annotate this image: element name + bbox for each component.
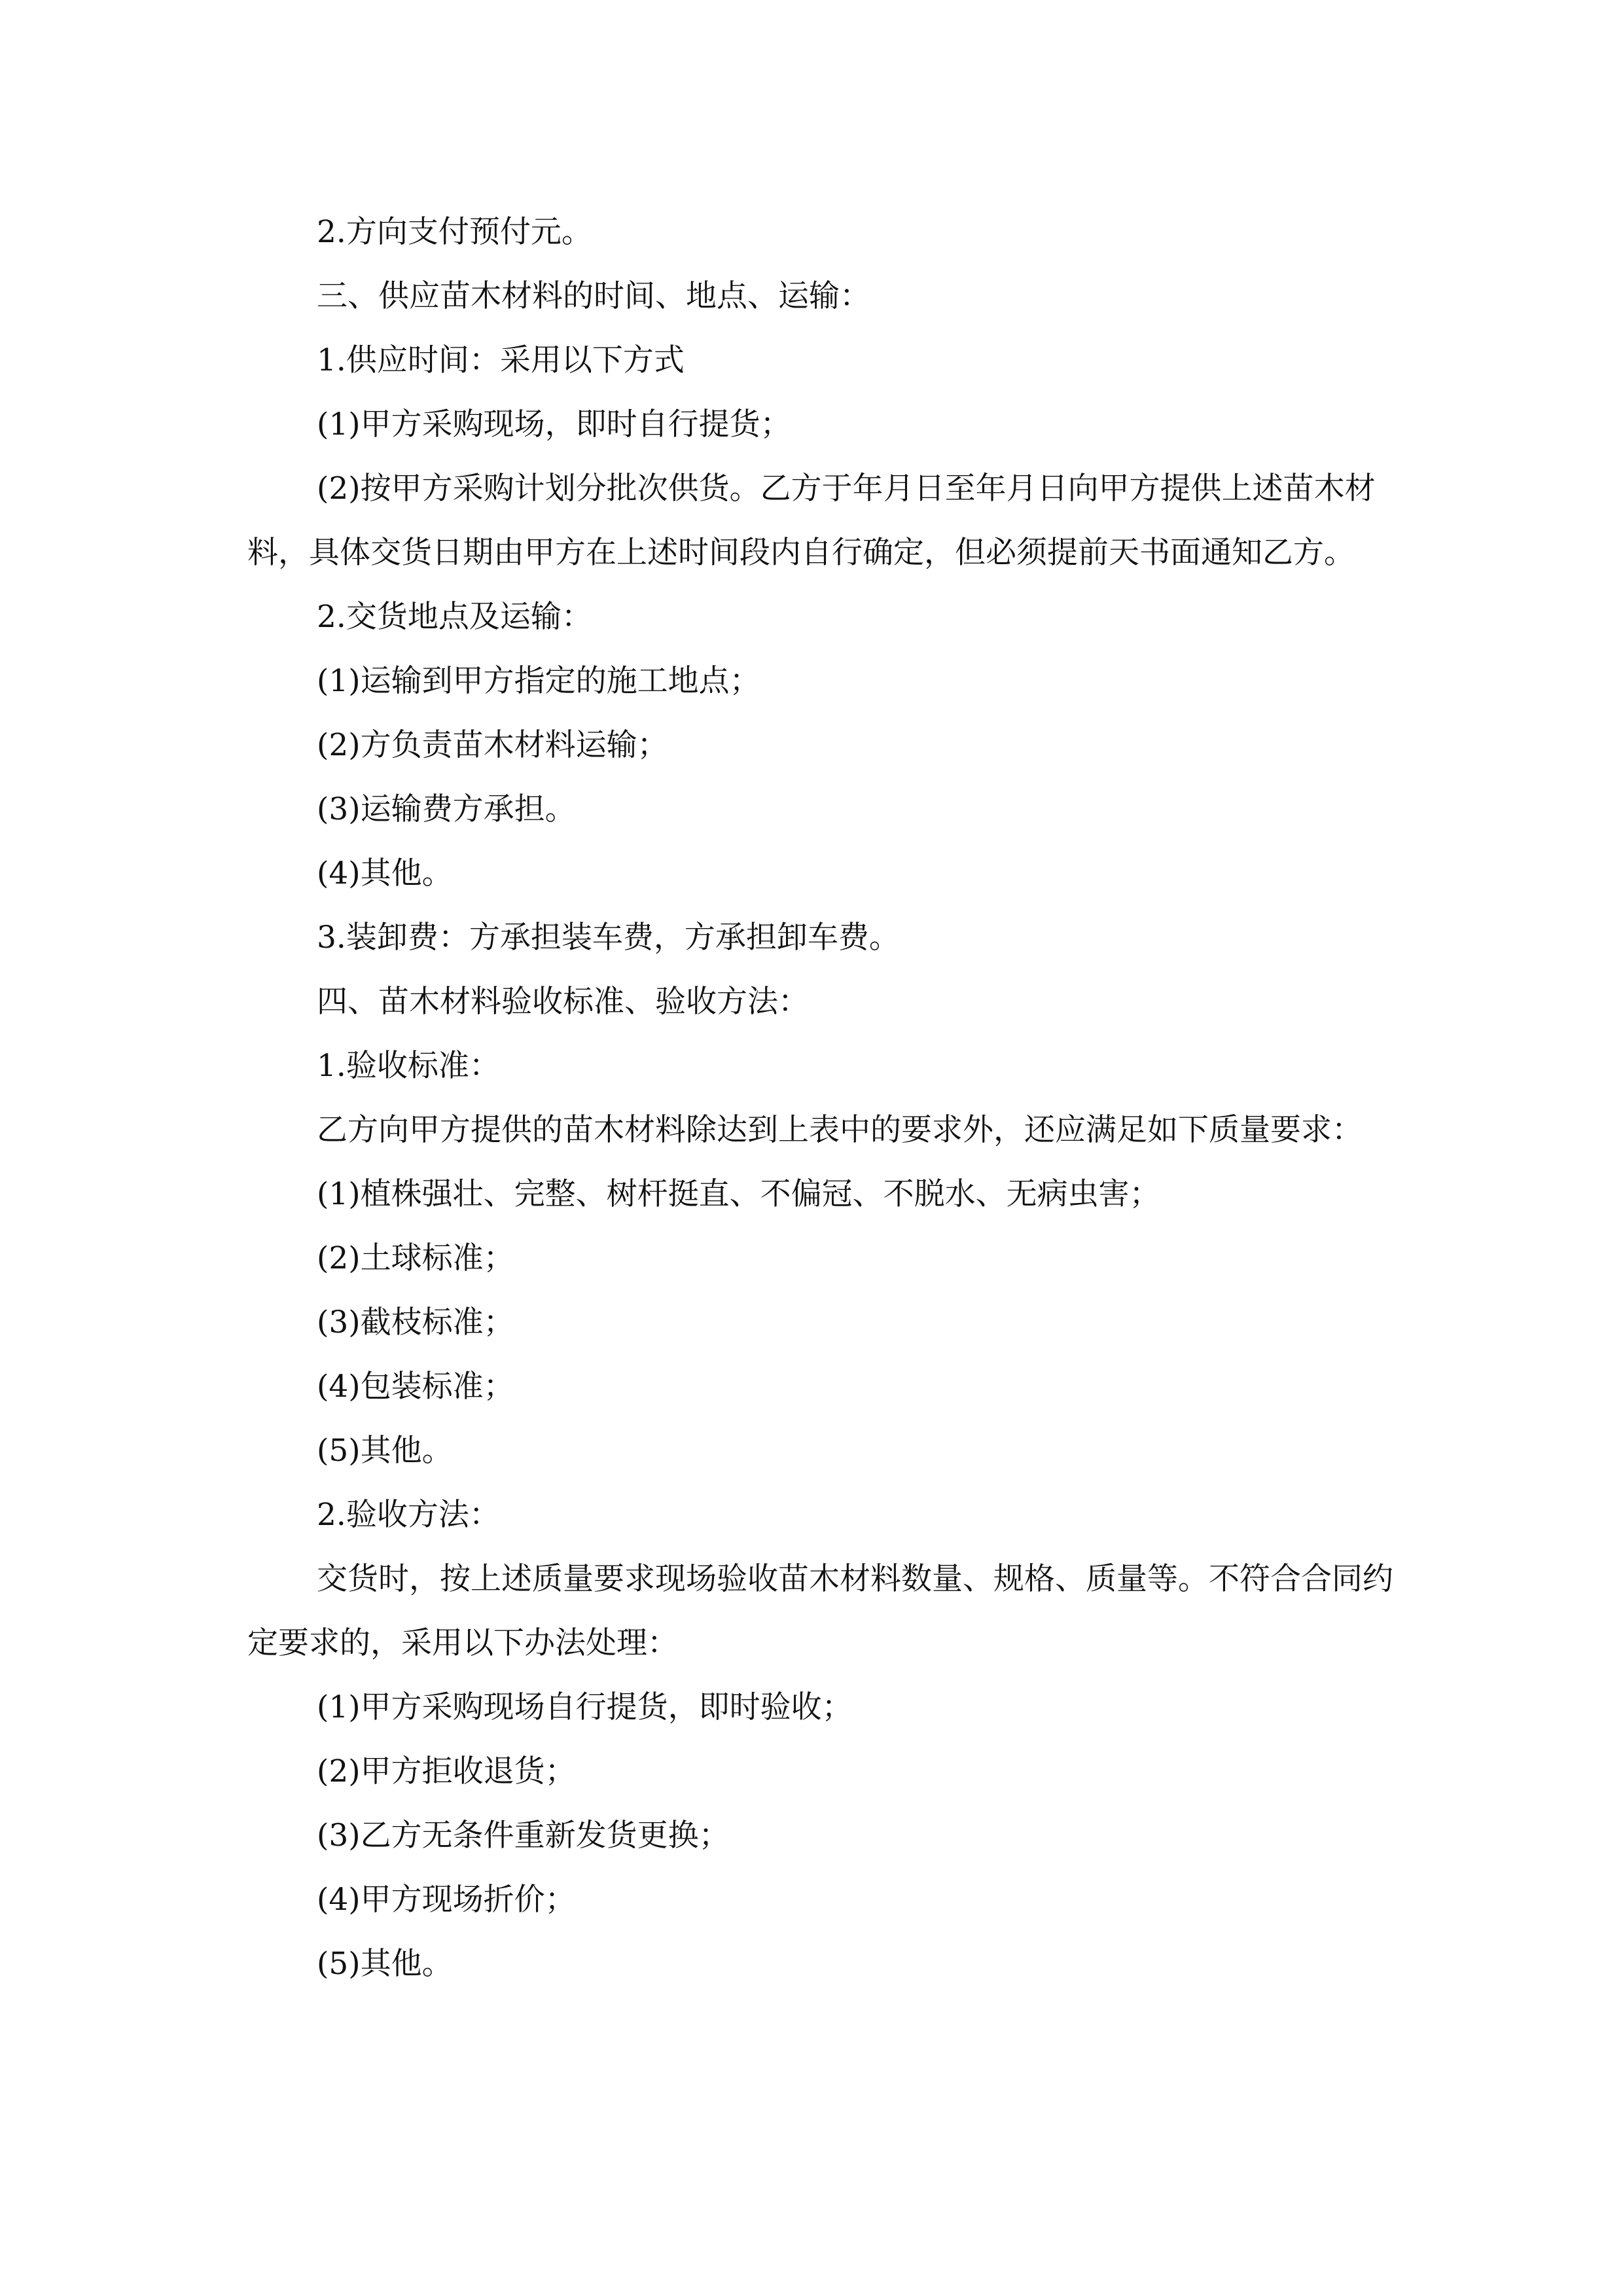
paragraph: 2.交货地点及运输：	[317, 599, 592, 635]
paragraph: 1.验收标准：	[317, 1048, 500, 1084]
paragraph: 交货时，按上述质量要求现场验收苗木材料数量、规格、质量等。不符合合同约定要求的，采用以下办法处理：	[247, 1561, 1393, 1661]
list-item: (5)其他。	[317, 1433, 453, 1469]
list-item: (1)运输到甲方指定的施工地点；	[317, 663, 760, 699]
section-heading: 三、供应苗木材料的时间、地点、运输：	[317, 278, 870, 314]
list-item: (3)运输费方承担。	[317, 791, 576, 827]
paragraph: 2.验收方法：	[317, 1497, 500, 1533]
list-item: (4)包装标准；	[317, 1369, 514, 1405]
list-item: (5)其他。	[317, 1946, 453, 1982]
paragraph: 2.方向支付预付元。	[317, 214, 592, 250]
section-heading: 四、苗木材料验收标准、验收方法：	[317, 984, 809, 1020]
list-item: (1)植株强壮、完整、树杆挺直、不偏冠、不脱水、无病虫害；	[317, 1176, 1160, 1212]
document-body	[247, 200, 1394, 1996]
list-item: (2)按甲方采购计划分批次供货。乙方于年月日至年月日向甲方提供上述苗木材料，具体交货日期由甲方在上述时间段内自行确定，但必须提前天书面通知乙方。	[247, 471, 1376, 571]
paragraph: 1.供应时间：采用以下方式	[317, 342, 685, 378]
paragraph: 乙方向甲方提供的苗木材料除达到上表中的要求外，还应满足如下质量要求：	[317, 1112, 1363, 1148]
list-item: (3)乙方无条件重新发货更换；	[317, 1818, 730, 1854]
list-item: (4)甲方现场折价；	[317, 1882, 576, 1918]
list-item: (3)截枝标准；	[317, 1304, 514, 1340]
list-item: (2)方负责苗木材料运输；	[317, 727, 668, 763]
list-item: (1)甲方采购现场自行提货，即时验收；	[317, 1689, 853, 1725]
list-item: (4)其他。	[317, 855, 453, 891]
list-item: (1)甲方采购现场，即时自行提货；	[317, 406, 791, 442]
list-item: (2)甲方拒收退货；	[317, 1753, 576, 1789]
paragraph: 3.装卸费：方承担装车费，方承担卸车费。	[317, 920, 900, 956]
list-item: (2)土球标准；	[317, 1240, 514, 1276]
